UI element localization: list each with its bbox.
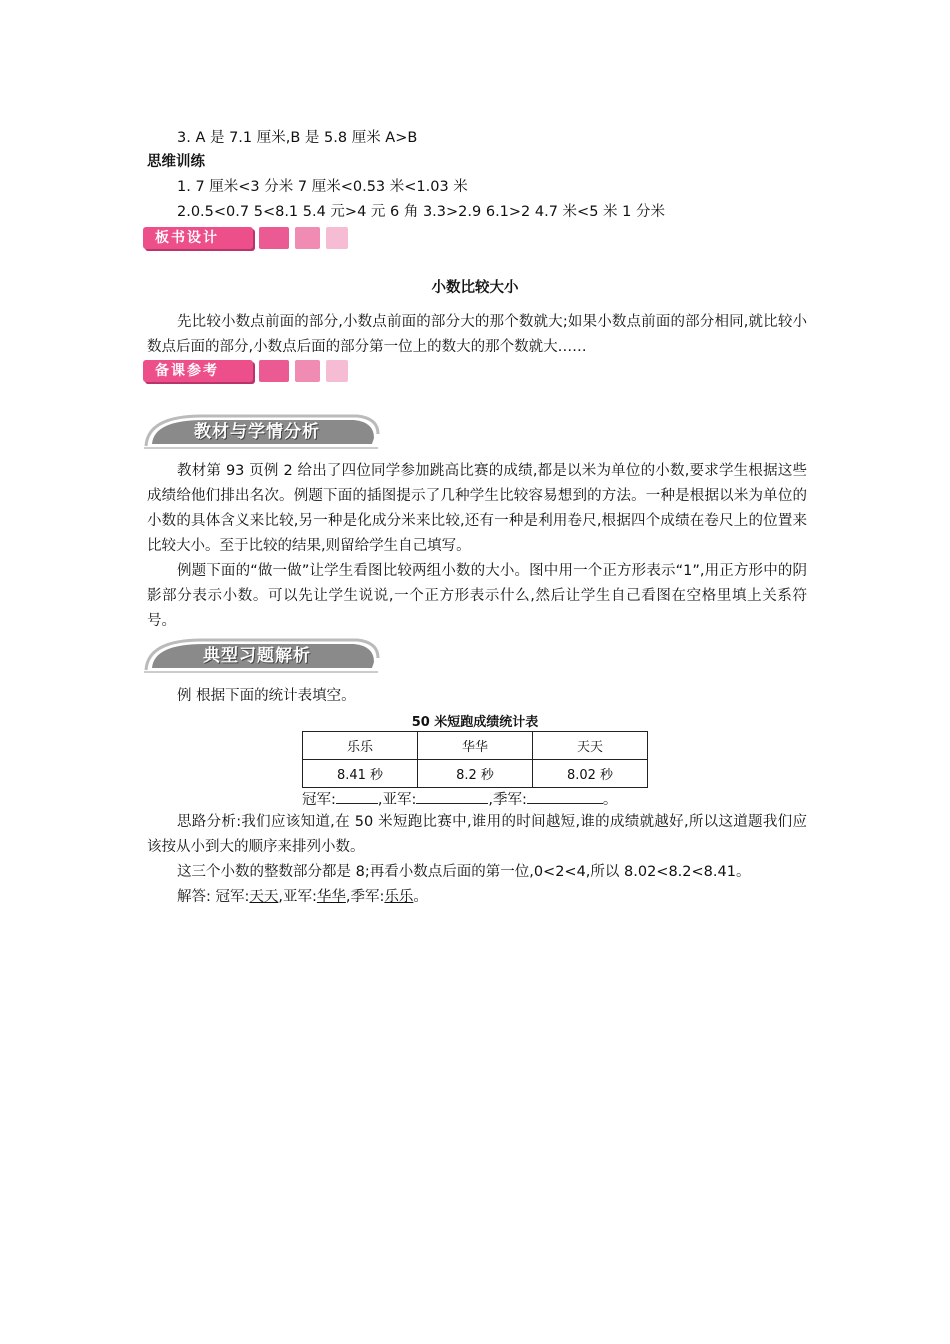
answer-end: 。	[413, 889, 428, 905]
fill-in-line	[302, 789, 617, 810]
solution-text	[147, 810, 807, 910]
answer-champion: 天天	[249, 889, 279, 905]
table-cell: 8.2 秒	[418, 760, 533, 788]
thinking-item-2: 2.0.5<0.7 5<8.1 5.4 元>4 元 6 角 3.3>2.9 6.1>2 4.7 米<5 米 1 分米	[177, 204, 665, 220]
board-design-label: 板书设计	[143, 227, 253, 249]
banner-square-1	[259, 360, 289, 382]
runner-blank[interactable]	[416, 789, 488, 804]
board-title: 小数比较大小	[431, 280, 519, 296]
table-header-cell: 乐乐	[303, 732, 418, 760]
board-design-banner	[143, 226, 348, 250]
thinking-training-title: 思维训练	[147, 154, 205, 170]
prep-reference-banner	[143, 359, 348, 383]
table-cell: 8.02 秒	[533, 760, 648, 788]
analysis-paragraph-2: 例题下面的“做一做”让学生看图比较两组小数的大小。图中用一个正方形表示“1”,用正方形中的阴影部分表示小数。可以先让学生说说,一个正方形表示什么,然后让学生自己看图在空格里填上关系符号。	[147, 563, 807, 629]
champion-label: 冠军:	[302, 792, 336, 808]
score-table	[302, 731, 648, 788]
table-header-cell: 华华	[418, 732, 533, 760]
analysis-paragraph-1: 教材第 93 页例 2 给出了四位同学参加跳高比赛的成绩,都是以米为单位的小数,要求学生根据这些成绩给他们排出名次。例题下面的插图提示了几种学生比较容易想到的方法。一种是根据以米为单位的小数的具体含义来比较,另一种是化成分米来比较,还有一种是利用卷尺,根据四个成绩在卷尺上的位置来比较大小。至于比较的结果,则留给学生自己填写。	[147, 463, 807, 554]
table-header-row	[303, 732, 648, 760]
answer-third-label: ,季军:	[345, 889, 385, 905]
third-blank[interactable]	[527, 789, 603, 804]
table-cell: 8.41 秒	[303, 760, 418, 788]
fill-end: 。	[602, 792, 618, 808]
example-prompt: 例 根据下面的统计表填空。	[177, 688, 356, 704]
prep-reference-label: 备课参考	[143, 360, 253, 382]
analysis-heading-badge	[142, 412, 382, 452]
typical-heading: 典型习题解析	[203, 646, 311, 666]
table-title: 50 米短跑成绩统计表	[411, 715, 539, 730]
table-header-cell: 天天	[533, 732, 648, 760]
banner-square-2	[295, 360, 320, 382]
answer-runner-label: ,亚军:	[278, 889, 317, 905]
answer-label: 解答: 冠军:	[177, 889, 250, 905]
answer-item-3: 3. A 是 7.1 厘米,B 是 5.8 厘米 A>B	[177, 130, 418, 146]
answer-runner: 华华	[316, 889, 346, 905]
decimal-reasoning: 这三个小数的整数部分都是 8;再看小数点后面的第一位,0<2<4,所以 8.02<8.2<8.41。	[177, 864, 751, 880]
banner-square-3	[326, 227, 348, 249]
third-label: ,季军:	[488, 792, 527, 808]
banner-square-1	[259, 227, 289, 249]
answer-third: 乐乐	[384, 889, 414, 905]
banner-square-2	[295, 227, 320, 249]
analysis-text	[147, 459, 807, 634]
board-text	[147, 310, 807, 360]
thinking-item-1: 1. 7 厘米<3 分米 7 厘米<0.53 米<1.03 米	[177, 179, 468, 195]
analysis-heading: 教材与学情分析	[194, 422, 320, 442]
runner-label: ,亚军:	[377, 792, 417, 808]
thinking-analysis: 思路分析:我们应该知道,在 50 米短跑比赛中,谁用的时间越短,谁的成绩就越好,所以这道题我们应该按从小到大的顺序来排列小数。	[147, 814, 807, 855]
banner-square-3	[326, 360, 348, 382]
final-answer	[147, 885, 807, 910]
table-row	[303, 760, 648, 788]
board-paragraph: 先比较小数点前面的部分,小数点前面的部分大的那个数就大;如果小数点前面的部分相同,就比较小数点后面的部分,小数点后面的部分第一位上的数大的那个数就大……	[147, 314, 807, 355]
typical-heading-badge	[142, 636, 382, 676]
champion-blank[interactable]	[336, 789, 378, 804]
